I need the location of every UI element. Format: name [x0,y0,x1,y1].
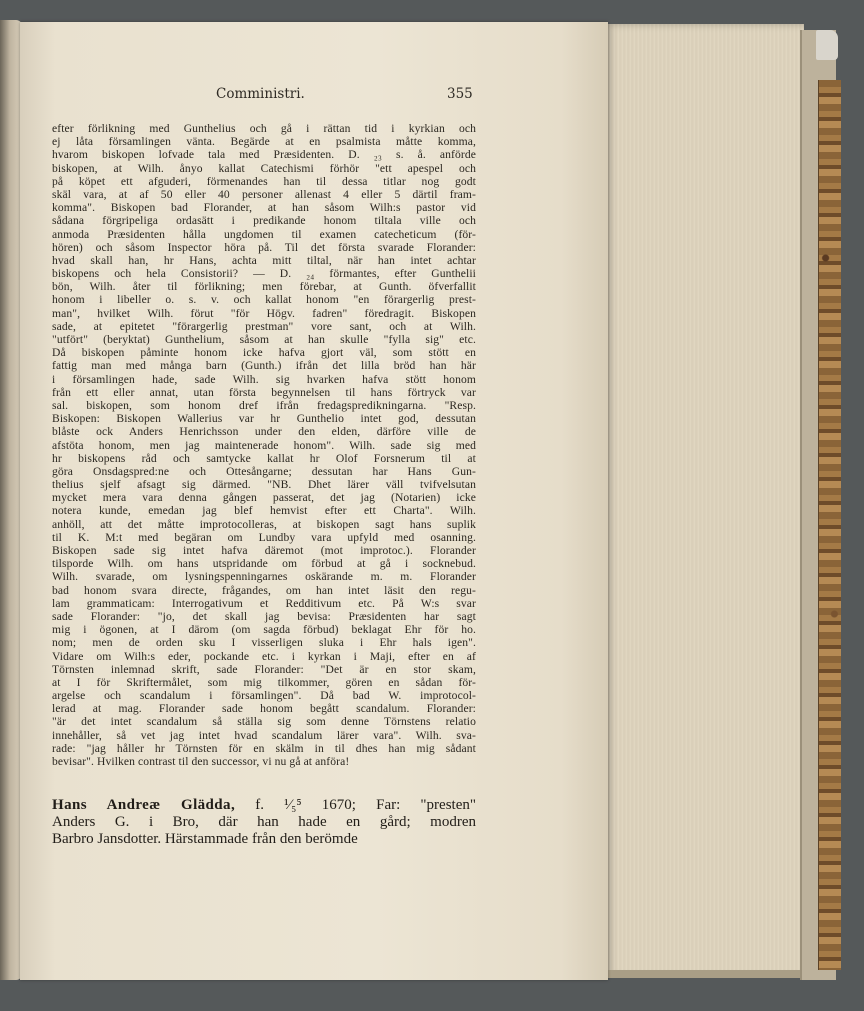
page-number: 355 [447,86,473,102]
paragraph-line: på köpet ett afguderi, förmenandes han til dessa titlar nog godt [52,174,476,188]
paragraph-line: man", hvilket Wilh. förut "för Högv. fadren" föredragit. Biskopen [52,306,476,320]
paragraph-line: skäl vara, at af 50 eller 40 personer allenast 4 eller 5 därtil fram- [52,187,476,201]
entry-line: Barbro Jansdotter. Härstammade från den berömde [52,831,358,847]
marbled-book-edge [818,80,841,970]
paragraph-line: biskopen, at Wilh. ånyo kallat Catechismi förhör "ett apespel och [52,161,476,175]
paragraph-line: göra Onsdagspred:ne och Ottesångarne; dessutan har Hans Gun- [52,464,476,478]
paragraph-line: thelius sjelf afsagt sig därmed. "NB. Dhet lärer väll tvifvelsutan [52,478,476,492]
page-stack-edge [604,24,804,978]
paragraph-line: bön, Wilh. åter til förlikning; men förebar, at Gunth. öfverfallit [52,280,476,294]
paragraph-line: Biskopen sade sig intet hafva däremot (mot improtoc.). Florander [52,544,476,557]
paragraph-line: Vidare om Wilh:s eder, pockande etc. i kyrkan i Maji, efter en af [52,649,476,663]
paragraph-line: notera kunde, emedan jag blef hemvist efter ett Charta". Wilh. [52,504,476,518]
paragraph-line: Wilh. svarade, om lysningspenningarnes oskärande m. m. Florander [52,570,476,584]
entry-name: Hans Andreæ Glädda, [52,797,236,813]
facing-page-edge [0,20,22,980]
paragraph-line: tilsporde Wilh. om hans utspridande om förbud at gå i socknebud. [52,557,476,571]
paragraph-line: honom i libeller o. s. v. och kallat honom "en förargerlig prest- [52,293,476,307]
paragraph-line: bevisar". Hvilken contrast til den successor, vi nu gå at anföra! [52,755,350,768]
paragraph-line: i församlingen hade, sade Wilh. sig hvarken hafva stött honom [52,372,476,386]
paragraph-line: komma". Biskopen bad Florander, at han såsom Wilh:s pastor vid [52,201,476,215]
paragraph-line: rade: "jag håller hr Törnsten för en skälm in til dhes han mig sådant [52,741,476,755]
paragraph-line: hr biskopens råd och samtycke kallat hr Olof Forsnerum til at [52,451,476,465]
paragraph-line: hvad skall han, hr Hans, achta mitt tiltal, när han intet achtar [52,253,476,267]
paragraph-line: anmoda Præsidenten hålla ungdomen til examen catecheticum (för- [52,227,476,241]
paragraph-line: "utfört" (beryktat) Gunthelium, såsom at han skulle "fylla sig" etc. [52,333,476,346]
paragraph-line: lam grammaticam: Interrogativum et Redditivum etc. På W:s svar [52,596,476,610]
paragraph-line: hvarom biskopen lofvade tala med Præsidenten. D. ₂₃ s. å. anförde [52,148,476,162]
paragraph-line: lerad at mag. Florander sade honom begått scandalum. Florander: [52,702,476,716]
body-paragraph [52,122,476,768]
paragraph-line: Biskopen: Biskopen Wallerius var hr Gunthelio intet god, dessutan [52,412,476,426]
paragraph-line: hören) och såsom Inspector höra på. Til det första svarade Florander: [52,240,476,254]
paragraph-line: "är det intet scandalum så ställa sig som denne Törnstens relatio [52,715,476,729]
paragraph-line: från ett eller annat, utan första begynnelsen til hans förtryck var [52,385,476,399]
paragraph-line: sade, at epitetet "förargerlig prestman" vore sant, och at Wilh. [52,319,476,333]
paragraph-line: sade Florander: "jo, det skall jag bevisa: Præsidenten har sagt [52,609,476,623]
paragraph-line: mycket mera vara denna gången passerat, det jag (Notarien) icke [52,491,476,505]
entry-line [52,797,476,814]
entry-birth-info: f. ¹⁄₅⁵ 1670; Far: "presten" [235,797,476,813]
paragraph-line: efter förlikning med Gunthelius och gå i rättan tid i kyrkian och [52,122,476,135]
paragraph-line: fattig man med många barn (Gunth.) ifrån det lilla bröd han här [52,359,476,373]
paragraph-line: mig i ögonen, at I därom (om sagda förbud) beklagat Ehr för ho. [52,623,476,637]
paragraph-line: sal. biskopen, som honom dref ifrån fredagspredikningarna. "Resp. [52,398,476,412]
paragraph-line: Då biskopen påminte honom icke hafva gjort väl, som stött en [52,346,476,360]
paragraph-line: blåste ock Anders Henrichsson under den elden, därföre ville de [52,425,476,439]
paragraph-line: biskopens och hela Consistorii? — D. ₂₄ förmantes, efter Gunthelii [52,267,476,281]
running-header [52,86,472,106]
paragraph-line: ej låta församlingen vänta. Begärde at en psalmista måtte komma, [52,135,476,149]
paragraph-line: til K. M:t med begäran om Lundby vara upfyld med osanning. [52,530,476,544]
paragraph-line: innehåller, så vet jag intet hvad scandalum lärer vara". Wilh. sva- [52,728,476,742]
entry-line: Anders G. i Bro, där han hade en gård; modren [52,814,476,830]
paragraph-line: Törnsten inlemnad skrift, sade Florander: "Det är en stor skam, [52,662,476,676]
paragraph-line: afstöta honom, men jag maintenerade honom". Wilh. sade sig med [52,438,476,452]
paragraph-line: bad honom svara directe, frågandes, om han intet läsit den regu- [52,583,476,597]
paragraph-line: sådana förgripeliga ordasätt i predikande honom tiltala ville och [52,214,476,228]
paragraph-line: nom; men de orden sku I visserligen sluka i Ehr hals igen". [52,636,476,650]
paragraph-line: at I för Skriftermålet, som mig tilkommer, gören en sådan för- [52,675,476,689]
paragraph-line: anhöll, att det måtte improtocolleras, at biskopen sagt hans suplik [52,517,476,531]
cover-corner [816,30,838,60]
biography-entry [52,797,476,848]
running-title: Comministri. [216,86,305,102]
paragraph-line: argelse och scandalum i församlingen". Då bad W. improtocol- [52,689,476,703]
